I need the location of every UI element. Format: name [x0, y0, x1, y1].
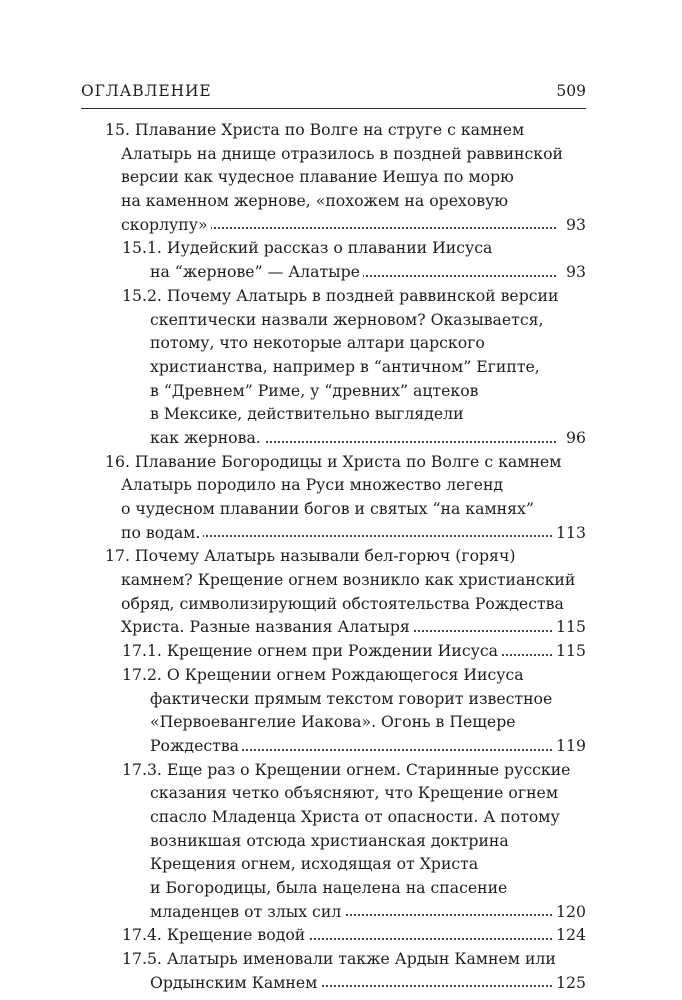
- toc-entry-line: [122, 947, 586, 971]
- toc-entry-line: [150, 852, 586, 876]
- toc-entry-line: [105, 544, 586, 568]
- toc-page-number: 96: [564, 426, 586, 450]
- toc-entry-text: на “жернове” — Алатыре: [150, 260, 363, 284]
- toc-entry-text: «Первоевангелие Иакова». Огонь в Пещере: [150, 712, 516, 732]
- toc-entry-text: спасло Младенца Христа от опасности. А потому: [150, 806, 560, 826]
- toc-entry-line: [122, 663, 586, 687]
- toc-entry-text: младенцев от злых сил: [150, 900, 344, 924]
- toc-entry-line: [121, 142, 586, 166]
- toc-entry: [0, 544, 682, 639]
- toc-entry-text: Рождества: [150, 734, 242, 758]
- toc-entry-text: Ордынским Камнем: [150, 971, 320, 995]
- toc-entry-line: [105, 450, 586, 474]
- toc-entry: [0, 284, 682, 450]
- toc-entry-line: [150, 829, 586, 853]
- toc-entry-text: скорлупу»: [121, 213, 211, 237]
- toc-entry-text: версии как чудесное плавание Иешуа по морю: [121, 167, 514, 187]
- toc-entry-text: на каменном жернове, «похожем на ореховую: [121, 191, 509, 211]
- toc-entry-last-line: [150, 971, 586, 995]
- toc-entry-text: Алатырь породило на Руси множество легенд: [121, 475, 504, 495]
- toc-page-number: 115: [554, 615, 586, 639]
- toc-entry-text: Алатырь на днище отразилось в поздней раввинской: [121, 143, 563, 163]
- toc-entry-text: в Мексике, действительно выглядели: [150, 404, 464, 424]
- toc-entry-text: 15.2. Почему Алатырь в поздней раввинской версии: [122, 285, 559, 305]
- toc-entry-text: 17.4. Крещение водой: [122, 923, 308, 947]
- toc-entry-line: [121, 473, 586, 497]
- toc-entry-text: 17.1. Крещение огнем при Рождении Иисуса: [122, 639, 501, 663]
- toc-page-number: 93: [564, 213, 586, 237]
- toc-entry-text: возникшая отсюда христианская доктрина: [150, 830, 509, 850]
- toc-entry-text: потому, что некоторые алтари царского: [150, 333, 485, 353]
- toc-entry-text: камнем? Крещение огнем возникло как христианский: [121, 570, 576, 590]
- toc-entry-text: Христа. Разные названия Алатыря: [121, 615, 413, 639]
- toc-entry-line: [150, 402, 586, 426]
- toc-entry: [0, 118, 682, 236]
- toc-entry-line: [150, 876, 586, 900]
- toc-entry-line: [122, 236, 586, 260]
- toc-entry-line: [105, 118, 586, 142]
- toc-entry-last-line: [150, 900, 586, 924]
- toc-entry-line: [150, 781, 586, 805]
- toc-entry: [0, 450, 682, 545]
- toc-entry-text: христианства, например в “античном” Египте,: [150, 356, 540, 376]
- toc-entry-text: 16. Плавание Богородицы и Христа по Волге с камнем: [105, 451, 562, 471]
- toc-entry-last-line: [122, 639, 586, 663]
- toc-entry-text: 17.3. Еще раз о Крещении огнем. Старинные русские: [122, 759, 571, 779]
- toc-entry-last-line: [122, 923, 586, 947]
- toc-entry-line: [121, 568, 586, 592]
- toc-entry-line: [122, 758, 586, 782]
- toc-entry-text: по водам.: [121, 521, 203, 545]
- header-page-number: 509: [556, 82, 586, 100]
- toc-entry-line: [150, 308, 586, 332]
- table-of-contents: [0, 118, 682, 994]
- toc-entry-line: [150, 331, 586, 355]
- toc-entry-text: 17. Почему Алатырь называли бел-горюч (горяч): [105, 546, 516, 566]
- toc-entry: [0, 758, 682, 924]
- toc-entry: [0, 236, 682, 283]
- toc-entry-text: и Богородицы, была нацелена на спасение: [150, 878, 508, 897]
- running-header: [81, 82, 586, 109]
- toc-entry-last-line: [150, 734, 586, 758]
- toc-entry-text: как жернова.: [150, 426, 264, 450]
- toc-entry-text: о чудесном плавании богов и святых “на камнях”: [121, 499, 534, 518]
- toc-entry-line: [121, 189, 586, 213]
- toc-page-number: 113: [554, 521, 586, 545]
- toc-entry: [0, 639, 682, 663]
- toc-entry-last-line: [121, 615, 586, 639]
- toc-page-number: 124: [554, 923, 586, 947]
- toc-entry-last-line: [150, 426, 586, 450]
- toc-entry: [0, 923, 682, 947]
- toc-entry-text: фактически прямым текстом говорит известное: [150, 688, 553, 708]
- toc-entry-text: скептически назвали жерновом? Оказывается,: [150, 309, 544, 329]
- toc-entry-text: сказания четко объясняют, что Крещение огнем: [150, 783, 559, 803]
- toc-entry-line: [121, 165, 586, 189]
- toc-entry-line: [121, 592, 586, 616]
- toc-page-number: 125: [554, 971, 586, 995]
- toc-entry-line: [150, 355, 586, 379]
- toc-page-number: 93: [564, 260, 586, 284]
- toc-entry-line: [150, 805, 586, 829]
- toc-entry-text: в “Древнем” Риме, у “древних” ацтеков: [150, 380, 479, 400]
- toc-entry-last-line: [121, 521, 586, 545]
- toc-entry: [0, 663, 682, 758]
- toc-entry-text: 15. Плавание Христа по Волге на струге с камнем: [105, 120, 525, 139]
- toc-entry-line: [150, 379, 586, 403]
- toc-entry-line: [121, 497, 586, 521]
- toc-entry-text: 17.2. О Крещении огнем Рождающегося Иисуса: [122, 664, 524, 684]
- toc-page-number: 120: [554, 900, 586, 924]
- toc-entry-line: [150, 687, 586, 711]
- toc-entry-last-line: [121, 213, 586, 237]
- toc-entry-line: [150, 710, 586, 734]
- header-title: ОГЛАВЛЕНИЕ: [81, 82, 212, 100]
- toc-page-number: 115: [554, 639, 586, 663]
- toc-entry-text: 17.5. Алатырь именовали также Ардын Камнем или: [122, 949, 556, 969]
- toc-entry-text: Крещения огнем, исходящая от Христа: [150, 854, 479, 874]
- toc-entry-last-line: [150, 260, 586, 284]
- toc-entry-text: обряд, символизирующий обстоятельства Рождества: [121, 593, 564, 613]
- toc-entry: [0, 947, 682, 994]
- toc-page-number: 119: [554, 734, 586, 758]
- toc-entry-text: 15.1. Иудейский рассказ о плавании Иисуса: [122, 238, 493, 258]
- toc-entry-line: [122, 284, 586, 308]
